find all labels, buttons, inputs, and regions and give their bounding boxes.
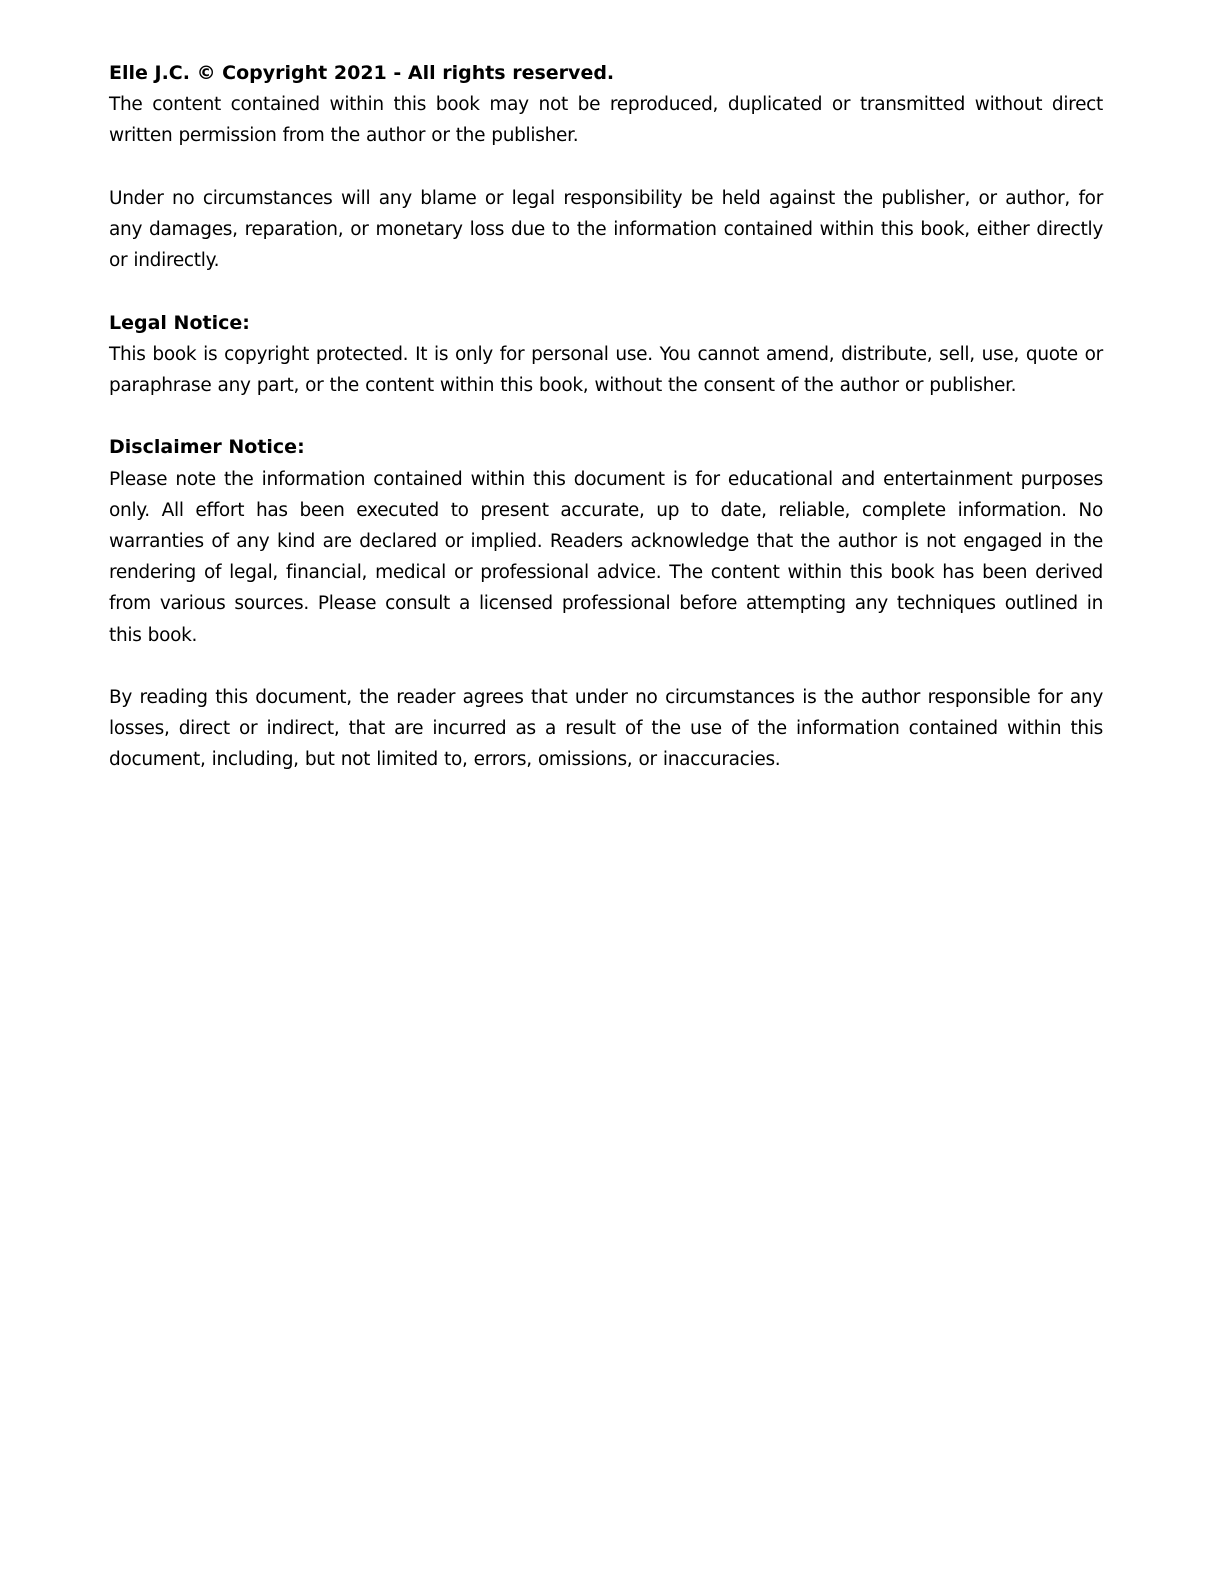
copyright-heading: Elle J.C. © Copyright 2021 - All rights reserved. [109, 62, 615, 84]
legal-notice-heading: Legal Notice: [109, 311, 250, 334]
disclaimer-notice-heading: Disclaimer Notice: [109, 436, 305, 459]
legal-notice-paragraph: This book is copyright protected. It is only for personal use. You cannot amend, distribute, sell, use, quote or paraphrase any part, or the content within this book, without the consent of the author or publisher. [109, 343, 1103, 396]
paragraph-spacer [109, 276, 1103, 307]
disclaimer-paragraph-purpose: Please note the information contained within this document is for educational and entertainment purposes only. All effort has been executed to present accurate, up to date, reliable, complete information. No warranties of any kind are declared or implied. Readers acknowledge that the author is not engaged in the rendering of legal, financial, medical or professional advice. The content within this book has been derived from various sources. Please consult a licensed professional before attempting any techniques outlined in this book. [109, 468, 1103, 646]
paragraph-spacer [109, 152, 1103, 183]
paragraph-spacer [109, 651, 1103, 682]
disclaimer-paragraph-agreement: By reading this document, the reader agrees that under no circumstances is the author responsible for any losses, direct or indirect, that are incurred as a result of the use of the information contained within this document, including, but not limited to, errors, omissions, or inaccuracies. [109, 687, 1103, 771]
copyright-paragraph-reproduction: The content contained within this book may not be reproduced, duplicated or transmitted without direct written permission from the author or the publisher. [109, 94, 1103, 147]
document-page [109, 58, 1103, 776]
paragraph-spacer [109, 401, 1103, 432]
copyright-paragraph-liability: Under no circumstances will any blame or legal responsibility be held against the publisher, or author, for any damages, reparation, or monetary loss due to the information contained within this book, either directly or indirectly. [109, 187, 1103, 272]
